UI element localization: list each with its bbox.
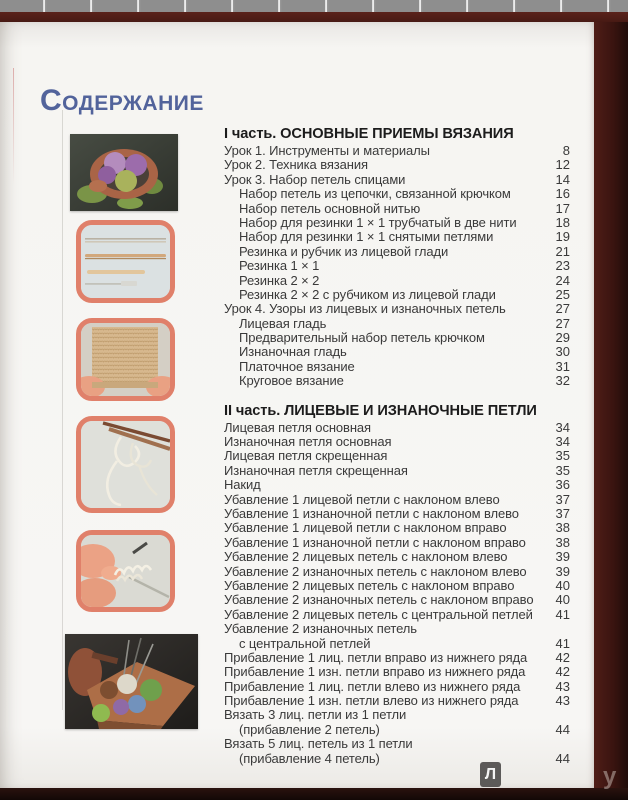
toc-entry	[224, 622, 570, 636]
toc-entry-label: Убавление 1 изнаночной петли с наклоном вправо	[224, 534, 526, 550]
toc-entry-label: Урок 4. Узоры из лицевых и изнаночных петель	[224, 301, 506, 317]
toc-entry-page-number: 43	[555, 678, 570, 694]
toc-entry-label: Платочное вязание	[239, 358, 355, 374]
book-cover-top-edge	[0, 12, 628, 22]
toc-entry-label: Резинка и рубчик из лицевой глади	[239, 243, 449, 259]
toc-entry	[224, 593, 570, 607]
toc-entry	[224, 317, 570, 331]
toc-entry	[224, 493, 570, 507]
toc-entry-label: Убавление 1 лицевой петли с наклоном вправо	[224, 520, 507, 536]
yarn-basket-photo	[70, 134, 178, 211]
yarn-tray-photo	[65, 634, 198, 729]
toc-entry-page-number: 18	[555, 214, 570, 230]
toc-entry-label: Изнаночная петля скрещенная	[224, 462, 408, 478]
toc-entry	[224, 665, 570, 679]
toc-entry	[224, 259, 570, 273]
toc-entry	[224, 550, 570, 564]
toc-entry	[224, 345, 570, 359]
book-cover-bottom-edge	[0, 788, 628, 800]
toc-entry-page-number: 29	[555, 330, 570, 346]
toc-entry-label: Убавление 2 лицевых петель с центральной петлей	[224, 606, 533, 622]
toc-entry-page-number: 19	[555, 229, 570, 245]
toc-entry	[224, 608, 570, 622]
scan-thread-artifact	[13, 68, 14, 184]
toc-entry-page-number: 35	[555, 462, 570, 478]
toc-entry-page-number: 21	[555, 243, 570, 259]
toc-entry-label: Набор для резинки 1 × 1 трубчатый в две нити	[239, 214, 517, 230]
toc-entry	[224, 708, 570, 722]
toc-entry-label: Урок 3. Набор петель спицами	[224, 171, 406, 187]
toc-entry-label: Урок 1. Инструменты и материалы	[224, 143, 430, 158]
toc-entry-page-number: 43	[555, 693, 570, 709]
knitting-needles-photo	[76, 220, 175, 303]
toc-entry	[224, 651, 570, 665]
toc-entry-page-number: 37	[555, 505, 570, 521]
knitting-hands-illustration	[81, 535, 170, 607]
toc-entry	[224, 435, 570, 449]
toc-entry-label: Убавление 2 лицевых петель с наклоном вправо	[224, 577, 515, 593]
toc-entry	[224, 173, 570, 187]
toc-entry-page-number: 36	[555, 477, 570, 493]
toc-entry-page-number: 39	[555, 563, 570, 579]
knitted-swatch-photo	[76, 318, 175, 401]
watermark-logo	[480, 762, 501, 787]
toc-part-heading: II часть. ЛИЦЕВЫЕ И ИЗНАНОЧНЫЕ ПЕТЛИ	[224, 402, 537, 419]
toc-entry-page-number: 32	[555, 373, 570, 389]
yarn-tray-illustration	[65, 634, 198, 729]
toc-entry	[224, 680, 570, 694]
toc-entry-page-number: 44	[555, 721, 570, 737]
toc-entry-label: Лицевая петля основная	[224, 419, 372, 435]
toc-entry	[224, 536, 570, 550]
toc-entry-label: Лицевая гладь	[239, 315, 327, 331]
toc-entry-page-number: 8	[562, 143, 570, 158]
toc-entry	[224, 579, 570, 593]
cast-on-illustration	[81, 421, 170, 508]
toc-entry	[224, 723, 570, 737]
toc-entry-page-number: 12	[555, 157, 570, 173]
toc-entry-page-number: 14	[555, 171, 570, 187]
toc-entry-page-number: 34	[555, 434, 570, 450]
swatch-illustration	[81, 323, 170, 396]
toc-entry-page-number: 35	[555, 448, 570, 464]
toc-entry	[224, 144, 570, 158]
toc-entry-label: Убавление 1 лицевой петли с наклоном влево	[224, 491, 500, 507]
hands-knitting-photo	[76, 530, 175, 612]
toc-entry-label: Вязать 3 лиц. петли из 1 петли	[224, 707, 407, 723]
toc-entry-label: Убавление 2 изнаночных петель	[224, 621, 417, 637]
toc-entry-label: Прибавление 1 лиц. петли вправо из нижнего ряда	[224, 649, 528, 665]
toc-entry-page-number: 23	[555, 258, 570, 274]
toc-entry-label: Убавление 2 лицевых петель с наклоном влево	[224, 549, 508, 565]
toc-entry-label: Урок 2. Техника вязания	[224, 157, 368, 173]
toc-entry-page-number: 16	[555, 186, 570, 202]
toc-entry-page-number: 40	[555, 577, 570, 593]
toc-entry	[224, 187, 570, 201]
toc-entry-page-number: 17	[555, 200, 570, 216]
toc-entry-label: Прибавление 1 лиц. петли влево из нижнего ряда	[224, 678, 521, 694]
toc-entry-label: (прибавление 2 петель)	[239, 721, 380, 737]
toc-entry-label: Изнаночная петля основная	[224, 434, 392, 450]
toc-entry-label: Убавление 2 изнаночных петель с наклоном вправо	[224, 592, 534, 608]
toc-entry-label: Прибавление 1 изн. петли влево из нижнего ряда	[224, 693, 519, 709]
toc-entry	[224, 374, 570, 388]
toc-entry	[224, 478, 570, 492]
toc-entry-page-number: 27	[555, 315, 570, 331]
toc-entry	[224, 637, 570, 651]
needles-illustration	[81, 225, 170, 298]
toc-entry-page-number: 40	[555, 592, 570, 608]
page-crease-line	[62, 110, 63, 710]
toc-entry	[224, 202, 570, 216]
toc-entry-page-number: 41	[555, 606, 570, 622]
toc-entry-page-number: 44	[555, 750, 570, 766]
watermark-letter: Л	[484, 765, 497, 783]
toc-entry	[224, 245, 570, 259]
toc-entry	[224, 421, 570, 435]
spiral-binding	[0, 0, 628, 12]
toc-entry-label: Круговое вязание	[239, 373, 344, 389]
book-page	[0, 22, 596, 788]
toc-entry	[224, 302, 570, 316]
toc-entry-label: Изнаночная гладь	[239, 344, 347, 360]
toc-entry-label: Убавление 2 изнаночных петель с наклоном влево	[224, 563, 527, 579]
cast-on-loops-photo	[76, 416, 175, 513]
toc-entry-label: Прибавление 1 изн. петли вправо из нижнего ряда	[224, 664, 526, 680]
toc-entry-page-number: 42	[555, 649, 570, 665]
toc-entry	[224, 449, 570, 463]
toc-entry-label: Накид	[224, 477, 261, 493]
page-title: СОДЕРЖАНИЕ	[40, 84, 204, 117]
toc-entry	[224, 565, 570, 579]
toc-entry	[224, 507, 570, 521]
toc-entry	[224, 274, 570, 288]
toc-entry-label: Убавление 1 изнаночной петли с наклоном влево	[224, 505, 519, 521]
toc-entry-page-number: 31	[555, 358, 570, 374]
toc-entry-label: Предварительный набор петель крючком	[239, 330, 485, 346]
toc-entry-label: Резинка 1 × 1	[239, 258, 320, 274]
toc-entry	[224, 230, 570, 244]
toc-entry-page-number: 41	[555, 635, 570, 651]
toc-entry-page-number: 42	[555, 664, 570, 680]
toc-entry-label: с центральной петлей	[239, 635, 371, 651]
toc-entry-page-number: 27	[555, 301, 570, 317]
toc-entry	[224, 464, 570, 478]
toc-entry-page-number: 24	[555, 272, 570, 288]
toc-entry-page-number: 39	[555, 549, 570, 565]
toc-entry-label: Резинка 2 × 2 с рубчиком из лицевой глади	[239, 286, 496, 302]
table-of-contents	[224, 125, 570, 766]
toc-entry-page-number: 38	[555, 520, 570, 536]
toc-entry-label: Резинка 2 × 2	[239, 272, 320, 288]
toc-entry-label: Набор для резинки 1 × 1 снятыми петлями	[239, 229, 494, 245]
toc-entry	[224, 158, 570, 172]
toc-entry	[224, 331, 570, 345]
watermark-partial-letter: у	[603, 763, 617, 790]
toc-entry	[224, 737, 570, 751]
toc-entry	[224, 752, 570, 766]
toc-entry-page-number: 38	[555, 534, 570, 550]
toc-entry	[224, 288, 570, 302]
toc-entry	[224, 216, 570, 230]
toc-entry-page-number: 30	[555, 344, 570, 360]
toc-entry-label: Набор петель основной нитью	[239, 200, 421, 216]
toc-entry	[224, 521, 570, 535]
toc-entry-page-number: 34	[555, 419, 570, 435]
toc-entry-label: Вязать 5 лиц. петель из 1 петли	[224, 736, 413, 752]
toc-entry-page-number: 25	[555, 286, 570, 302]
book-cover-right-edge	[594, 22, 628, 788]
toc-entry-label: (прибавление 4 петель)	[239, 750, 380, 766]
toc-entry	[224, 694, 570, 708]
yarn-basket-illustration	[70, 134, 178, 211]
toc-entry	[224, 360, 570, 374]
toc-part-heading: I часть. ОСНОВНЫЕ ПРИЕМЫ ВЯЗАНИЯ	[224, 126, 514, 142]
toc-entry-page-number: 37	[555, 491, 570, 507]
toc-entry-label: Лицевая петля скрещенная	[224, 448, 388, 464]
toc-entry-label: Набор петель из цепочки, связанной крючком	[239, 186, 511, 202]
